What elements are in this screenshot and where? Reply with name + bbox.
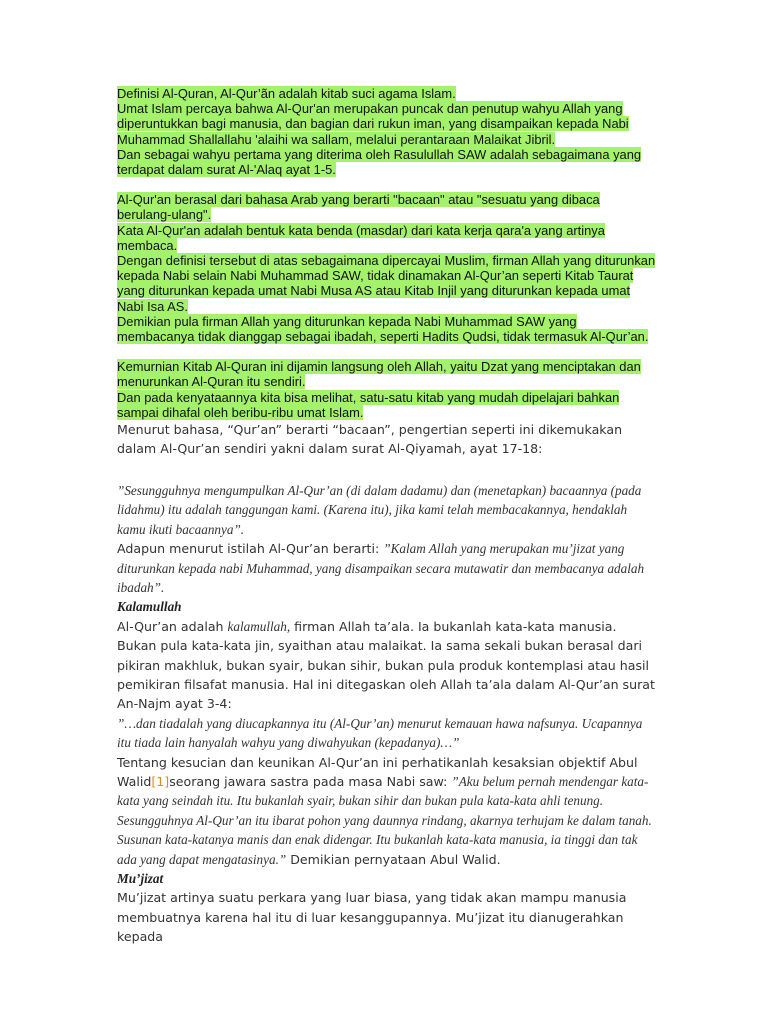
hl-line: Dan pada kenyataannya kita bisa melihat, satu-satu kitab yang mudah dipelajari bahkan sampai dihafal oleh beribu-ribu umat Islam. (117, 389, 620, 420)
hl-line: Kemurnian Kitab Al-Quran ini dijamin langsung oleh Allah, yaitu Dzat yang menciptakan dan menurunkan Al-Quran itu sendiri. (117, 359, 641, 390)
paragraph-abul-walid: Tentang kesucian dan keunikan Al-Qur’an ini perhatikanlah kesaksian objektif Abul Walid[1]seorang jawara sastra pada masa Nabi saw: ”Aku belum pernah mendengar kata-kata yang seindah itu. Itu bukanlah syair, bukan sihir dan bukan pula kata-kata ahli tenung. Sesungguhnya Al-Qur’an itu ibarat pohon yang daunnya rindang, akarnya terhujam ke dalam tanah. Susunan kata-katanya manis dan enak didengar. Itu bukanlah kata-kata manusia, ia tinggi dan tak ada yang dapat mengatasinya.” Demikian pernyataan Abul Walid. (117, 754, 652, 867)
heading-kalamullah: Kalamullah (117, 599, 182, 615)
hl-line: Al-Qur'an berasal dari bahasa Arab yang berarti "bacaan" atau "sesuatu yang dibaca berulang-ulang". (117, 192, 600, 223)
hl-line: Definisi Al-Quran, Al-Qur’ãn adalah kitab suci agama Islam. (117, 86, 456, 101)
highlighted-definition-block (117, 86, 657, 177)
document-page (117, 86, 657, 947)
spacer (117, 177, 657, 192)
paragraph-istilah: Adapun menurut istilah Al-Qur’an berarti: ”Kalam Allah yang merupakan mu’jizat yang diturunkan kepada nabi Muhammad, yang disampaikan secara mutawatir dan membacanya adalah ibadah”. (117, 541, 645, 595)
paragraph-mujizat: Mu’jizat artinya suatu perkara yang luar biasa, yang tidak akan mampu manusia membuatnya karena hal itu di luar kesanggupannya. Mu’jizat itu dianugerahkan kepada (117, 890, 627, 945)
hl-line: Dengan definisi tersebut di atas sebagaimana dipercayai Muslim, firman Allah yang diturunkan kepada Nabi selain Nabi Muhammad SAW, tidak dinamakan Al-Qur’an seperti Kitab Taurat yang diturunkan kepada umat Nabi Musa AS atau Kitab Injil yang diturunkan kepada umat Nabi Isa AS. (117, 253, 656, 314)
heading-mujizat: Mu’jizat (117, 871, 164, 886)
highlighted-etymology-block (117, 192, 657, 344)
highlighted-purity-block (117, 359, 657, 420)
paragraph-kalamullah: Al-Qur’an adalah kalamullah, firman Allah ta’ala. Ia bukanlah kata-kata manusia. Bukan pula kata-kata jin, syaithan atau malaikat. Ia sama sekali bukan berasal dari pikiran makhluk, bukan syair, bukan sihir, bukan pula produk kontemplasi atau hasil pemikiran filsafat manusia. Hal ini ditegaskan oleh Allah ta’ala dalam Al-Qur’an surat An-Najm ayat 3-4: (117, 618, 655, 712)
hl-line: Dan sebagai wahyu pertama yang diterima oleh Rasulullah SAW adalah sebagaimana yang terdapat dalam surat Al-'Alaq ayat 1-5. (117, 146, 642, 178)
spacer (117, 344, 657, 359)
paragraph-bahasa: Menurut bahasa, “Qur’an” berarti “bacaan”, pengertian seperti ini dikemukakan dalam Al-Qur’an sendiri yakni dalam surat Al-Qiyamah, ayat 17-18: (117, 422, 623, 457)
quote-al-qiyamah: ”Sesungguhnya mengumpulkan Al-Qur’an (di dalam dadamu) dan (menetapkan) bacaannya (pada lidahmu) itu adalah tanggungan kami. (Karena itu), jika kami telah membacakannya, hendaklah kamu ikuti bacaannya”. (117, 482, 642, 537)
hl-line: Demikian pula firman Allah yang diturunkan kepada Nabi Muhammad SAW yang membacanya tidak dianggap sebagai ibadah, seperti Hadits Qudsi, tidak termasuk Al-Qur’an. (117, 313, 649, 345)
footnote-link[interactable]: [1] (151, 773, 170, 789)
hl-line: Umat Islam percaya bahwa Al-Qur'an merupakan puncak dan penutup wahyu Allah yang diperuntukkan bagi manusia, dan bagian dari rukun iman, yang disampaikan kepada Nabi Muhammad Shallallahu 'alaihi wa sallam, melalui perantaraan Malaikat Jibril. (117, 101, 629, 147)
quote-an-najm: ”…dan tiadalah yang diucapkannya itu (Al-Qur’an) menurut kemauan hawa nafsunya. Ucapannya itu tiada lain hanyalah wahyu yang diwahyukan (kepadanya)…” (117, 715, 643, 751)
hl-line: Kata Al-Qur'an adalah bentuk kata benda (masdar) dari kata kerja qara'a yang artinya membaca. (117, 222, 605, 253)
